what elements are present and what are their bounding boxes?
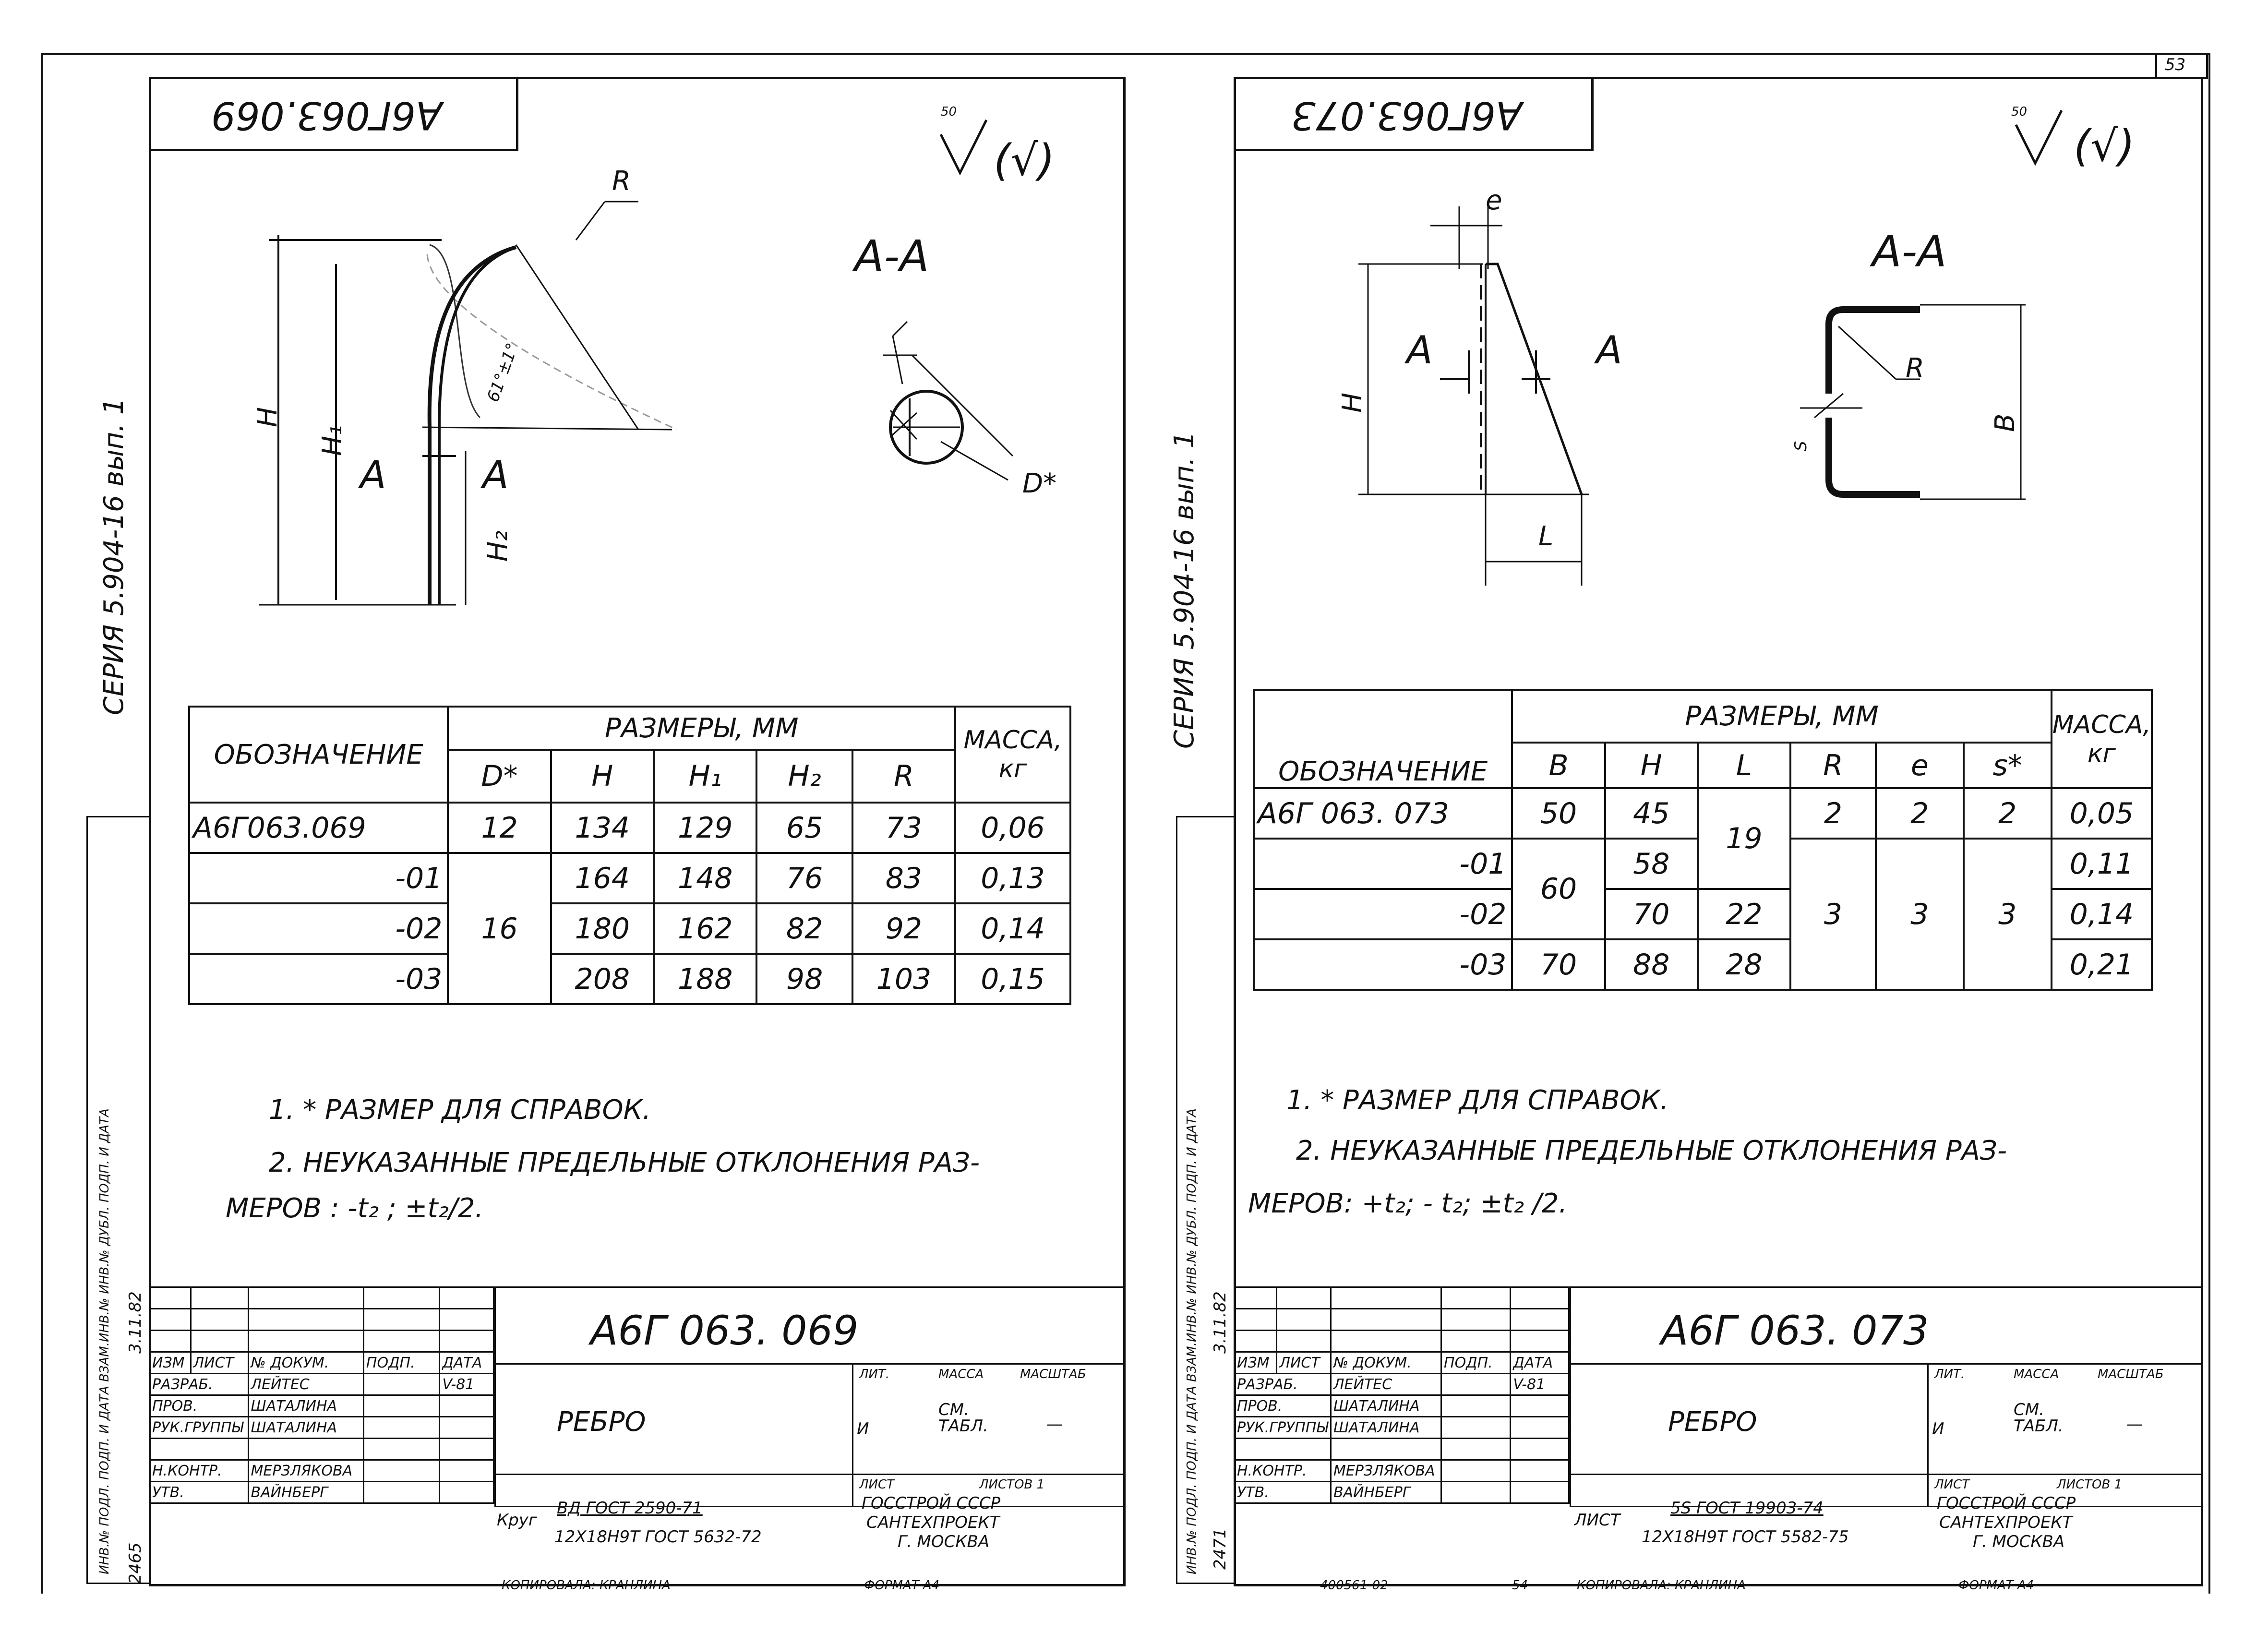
left-row1-designation: -01: [189, 853, 448, 903]
table-row: [1235, 1374, 1569, 1395]
left-section-label: А-А: [854, 231, 929, 282]
right-row0-e: 2: [1876, 788, 1964, 839]
right-roughness-value: 50: [2011, 105, 2028, 119]
left-row1-r: 83: [852, 853, 955, 903]
table-row: [189, 903, 1070, 954]
left-section-mark-a2: А: [482, 453, 509, 497]
left-title-divider-3: [852, 1363, 853, 1507]
right-row1-e: 3: [1876, 839, 1964, 990]
left-spec-table: [188, 706, 1071, 1005]
right-dim-l: L: [1538, 521, 1554, 552]
left-row0-d: 12: [448, 803, 551, 853]
right-scale-value: —: [2126, 1415, 2143, 1434]
left-mass-value: СМ. ТАБЛ.: [938, 1400, 988, 1436]
right-row0-r: 2: [1790, 788, 1876, 839]
right-utv-role: УТВ.: [1235, 1482, 1331, 1503]
left-dim-h: H: [252, 407, 283, 427]
right-org-3: Г. МОСКВА: [1973, 1532, 2065, 1551]
right-title-divider-1: [1570, 1363, 2203, 1365]
right-material-prefix: ЛИСТ: [1574, 1511, 1620, 1530]
right-signatures-table: [1234, 1286, 1570, 1504]
right-ruk-name: ШАТАЛИНА: [1331, 1417, 1441, 1439]
left-dim-h1: H₁: [317, 425, 348, 456]
left-row3-h1: 188: [654, 954, 756, 1004]
left-org-2: САНТЕХПРОЕКТ: [866, 1513, 1000, 1532]
table-row: [189, 853, 1070, 903]
left-dim-d: D*: [1022, 468, 1057, 499]
right-nkontr-name: МЕРЗЛЯКОВА: [1331, 1460, 1441, 1482]
left-inv-number: 2465: [126, 1542, 145, 1584]
right-inv-number: 2471: [1211, 1528, 1230, 1570]
table-row: [150, 1439, 494, 1460]
left-col-designation: ОБОЗНАЧЕНИЕ: [189, 707, 448, 803]
left-lit-label: ЛИТ.: [859, 1367, 890, 1381]
right-sheets-label: ЛИСТОВ 1: [2057, 1477, 2123, 1492]
left-row3-r: 103: [852, 954, 955, 1004]
right-dim-b: B: [1990, 413, 2021, 432]
left-row2-r: 92: [852, 903, 955, 954]
right-title-divider-2: [1570, 1474, 2203, 1475]
left-row0-designation: А6Г063.069: [189, 803, 448, 853]
left-col-group: РАЗМЕРЫ, ММ: [448, 707, 955, 750]
left-note-1: 1. * РАЗМЕР ДЛЯ СПРАВОК.: [269, 1094, 651, 1126]
table-row: [1235, 1309, 1569, 1331]
right-dim-s: S: [1791, 441, 1811, 451]
left-row0-mass: 0,06: [955, 803, 1070, 853]
right-col-r: R: [1790, 743, 1876, 788]
left-scale-value: —: [1046, 1415, 1063, 1434]
table-row: [150, 1395, 494, 1417]
right-material-bottom: 12Х18Н9Т ГОСТ 5582-75: [1642, 1527, 1849, 1547]
right-col-designation: ОБОЗНАЧЕНИЕ: [1254, 690, 1512, 788]
left-col-mass-unit: кг: [998, 755, 1027, 783]
left-row0-r: 73: [852, 803, 955, 853]
table-row: [150, 1417, 494, 1439]
page-number: 53: [2165, 55, 2186, 74]
left-prov-role: ПРОВ.: [150, 1395, 249, 1417]
table-row: [1235, 1331, 1569, 1352]
right-row0-s: 2: [1964, 788, 2052, 839]
table-row: [150, 1482, 494, 1503]
left-razrab-date: V-81: [440, 1374, 494, 1395]
right-row1-r: 3: [1790, 839, 1876, 990]
right-row1-b: 60: [1512, 839, 1605, 939]
right-row0-h: 45: [1605, 788, 1698, 839]
left-row3-h: 208: [551, 954, 654, 1004]
table-row: [1235, 1417, 1569, 1439]
right-copied: КОПИРОВАЛА: КРАНЛИНА: [1577, 1578, 1746, 1593]
table-row: [150, 1374, 494, 1395]
right-note-2b: МЕРОВ: +t₂; - t₂; ±t₂ /2.: [1248, 1188, 1568, 1219]
table-row: [150, 1352, 494, 1374]
right-dim-h: H: [1337, 392, 1368, 413]
right-row2-l: 22: [1698, 889, 1790, 939]
left-utv-role: УТВ.: [150, 1482, 249, 1503]
table-row: [189, 803, 1070, 853]
left-series-label: СЕРИЯ 5.904-16 вып. 1: [98, 397, 130, 715]
right-roughness-mark: (√): [2074, 121, 2135, 171]
left-nkontr-name: МЕРЗЛЯКОВА: [248, 1460, 363, 1482]
table-row: [150, 1331, 494, 1352]
left-row3-mass: 0,15: [955, 954, 1070, 1004]
right-part-name: РЕБРО: [1668, 1406, 1757, 1438]
left-razrab-name: ЛЕЙТЕС: [248, 1374, 363, 1395]
right-doc-code: А6Г 063. 073: [1661, 1307, 1929, 1354]
right-row1-s: 3: [1964, 839, 2052, 990]
left-row0-h: 134: [551, 803, 654, 853]
right-code-stamp: А6Г063.073: [1291, 93, 1523, 138]
left-row0-h1: 129: [654, 803, 756, 853]
right-org-2: САНТЕХПРОЕКТ: [1939, 1513, 2073, 1532]
left-row2-h2: 82: [756, 903, 852, 954]
left-hdr-date: ДАТА: [440, 1352, 494, 1374]
right-note-2a: 2. НЕУКАЗАННЫЕ ПРЕДЕЛЬНЫЕ ОТКЛОНЕНИЯ РАЗ-: [1296, 1135, 2007, 1166]
left-note-2b: МЕРОВ : -t₂ ; ±t₂/2.: [226, 1193, 484, 1224]
left-material-top: ВД ГОСТ 2590-71: [557, 1499, 703, 1518]
right-hdr-doc: № ДОКУМ.: [1331, 1352, 1441, 1374]
right-col-mass: [2052, 690, 2152, 788]
left-title-divider-2: [494, 1474, 1126, 1475]
left-org-1: ГОССТРОЙ СССР: [862, 1494, 1001, 1513]
right-prov-name: ШАТАЛИНА: [1331, 1395, 1441, 1417]
left-sheet-label: ЛИСТ: [859, 1477, 895, 1492]
table-row: [1235, 1287, 1569, 1309]
left-col-mass-label: МАССА,: [963, 726, 1062, 755]
left-row1-mass: 0,13: [955, 853, 1070, 903]
right-row3-l: 28: [1698, 939, 1790, 990]
left-razrab-role: РАЗРАБ.: [150, 1374, 249, 1395]
right-utv-name: ВАЙНБЕРГ: [1331, 1482, 1441, 1503]
right-section-label: А-А: [1872, 227, 1947, 277]
left-row1-d: 16: [448, 853, 551, 1004]
right-row1-h: 58: [1605, 839, 1698, 889]
right-col-e: e: [1876, 743, 1964, 788]
left-sheets-label: ЛИСТОВ 1: [979, 1477, 1045, 1492]
left-ruk-role: РУК.ГРУППЫ: [150, 1417, 249, 1439]
left-nkontr-role: Н.КОНТР.: [150, 1460, 249, 1482]
left-lit-value: И: [857, 1419, 869, 1439]
left-org-3: Г. МОСКВА: [898, 1532, 990, 1551]
right-row1-mass: 0,11: [2052, 839, 2152, 889]
left-material-prefix: Круг: [497, 1511, 537, 1530]
right-row1-designation: -01: [1254, 839, 1512, 889]
table-row: [150, 1287, 494, 1309]
left-hdr-izm: ИЗМ: [150, 1352, 191, 1374]
right-side-date: 3.11.82: [1211, 1291, 1230, 1354]
left-row1-h1: 148: [654, 853, 756, 903]
right-hdr-sign: ПОДП.: [1441, 1352, 1511, 1374]
right-row2-mass: 0,14: [2052, 889, 2152, 939]
left-dim-angle: 61°±1°: [483, 340, 523, 405]
right-row2-designation: -02: [1254, 889, 1512, 939]
left-hdr-sign: ПОДП.: [363, 1352, 440, 1374]
right-row0-l: 19: [1698, 788, 1790, 889]
left-side-stamp-text: ИНВ.№ ПОДЛ. ПОДП. И ДАТА ВЗАМ.ИНВ.№ ИНВ.№ ДУБЛ. ПОДП. И ДАТА: [97, 1108, 112, 1574]
left-signatures-table: [149, 1286, 494, 1504]
right-row3-mass: 0,21: [2052, 939, 2152, 990]
right-col-l: L: [1698, 743, 1790, 788]
left-row1-h: 164: [551, 853, 654, 903]
table-row: [150, 1309, 494, 1331]
right-title-divider-3: [1927, 1363, 1929, 1507]
right-ruk-role: РУК.ГРУППЫ: [1235, 1417, 1331, 1439]
right-row3-designation: -03: [1254, 939, 1512, 990]
right-series-label: СЕРИЯ 5.904-16 вып. 1: [1169, 431, 1200, 749]
left-col-d: D*: [448, 750, 551, 803]
left-hdr-doc: № ДОКУМ.: [248, 1352, 363, 1374]
right-row0-b: 50: [1512, 788, 1605, 839]
right-sheet-ref: 400561-02: [1320, 1578, 1388, 1593]
right-dim-e: e: [1486, 185, 1502, 216]
right-mass-value: СМ. ТАБЛ.: [2014, 1400, 2064, 1436]
right-dim-r: R: [1906, 353, 1924, 384]
right-col-mass-unit: кг: [2088, 739, 2116, 768]
right-material-top: 5S ГОСТ 19903-74: [1670, 1499, 1824, 1518]
right-sheet-label: ЛИСТ: [1934, 1477, 1970, 1492]
right-hdr-izm: ИЗМ: [1235, 1352, 1277, 1374]
right-col-h: H: [1605, 743, 1698, 788]
left-roughness-value: 50: [941, 105, 957, 119]
left-col-h1: H₁: [654, 750, 756, 803]
left-side-stamp: [86, 816, 151, 1584]
right-prov-role: ПРОВ.: [1235, 1395, 1331, 1417]
table-row: [1235, 1395, 1569, 1417]
right-part-drawing: [1358, 206, 1694, 638]
left-row3-designation: -03: [189, 954, 448, 1004]
left-ruk-name: ШАТАЛИНА: [248, 1417, 363, 1439]
table-row: [1235, 1439, 1569, 1460]
left-material-bottom: 12Х18Н9Т ГОСТ 5632-72: [554, 1527, 762, 1547]
left-code-stamp: А6Г063.069: [211, 93, 443, 138]
left-row1-h2: 76: [756, 853, 852, 903]
table-row: [1235, 1482, 1569, 1503]
left-col-mass: [955, 707, 1070, 803]
left-roughness-check-icon: [941, 120, 989, 178]
left-title-divider-1: [494, 1363, 1126, 1365]
left-copied: КОПИРОВАЛА: КРАНЛИНА: [502, 1578, 671, 1593]
right-hdr-date: ДАТА: [1511, 1352, 1569, 1374]
right-col-mass-label: МАССА,: [2052, 710, 2151, 739]
right-col-group: РАЗМЕРЫ, ММ: [1512, 690, 2051, 743]
right-spec-table: [1253, 689, 2153, 991]
right-nkontr-role: Н.КОНТР.: [1235, 1460, 1331, 1482]
right-row2-h: 70: [1605, 889, 1698, 939]
right-mass-label: МАССА: [2014, 1367, 2059, 1381]
right-razrab-name: ЛЕЙТЕС: [1331, 1374, 1441, 1395]
left-row0-h2: 65: [756, 803, 852, 853]
left-col-h2: H₂: [756, 750, 852, 803]
left-col-h: H: [551, 750, 654, 803]
left-prov-name: ШАТАЛИНА: [248, 1395, 363, 1417]
right-row3-h: 88: [1605, 939, 1698, 990]
left-part-drawing: [250, 158, 730, 590]
table-row: [150, 1460, 494, 1482]
right-col-b: B: [1512, 743, 1605, 788]
right-channel-section-icon: [1776, 298, 2016, 518]
right-org-1: ГОССТРОЙ СССР: [1937, 1494, 2076, 1513]
left-note-2a: 2. НЕУКАЗАННЫЕ ПРЕДЕЛЬНЫЕ ОТКЛОНЕНИЯ РАЗ-: [269, 1147, 980, 1178]
left-scale-label: МАСШТАБ: [1020, 1367, 1086, 1381]
right-side-stamp-text: ИНВ.№ ПОДЛ. ПОДП. И ДАТА ВЗАМ.ИНВ.№ ИНВ.№ ДУБЛ. ПОДП. И ДАТА: [1185, 1108, 1199, 1574]
left-side-date: 3.11.82: [126, 1291, 145, 1354]
left-dim-r: R: [612, 166, 631, 197]
left-utv-name: ВАЙНБЕРГ: [248, 1482, 363, 1503]
left-row2-designation: -02: [189, 903, 448, 954]
right-col-s: s*: [1964, 743, 2052, 788]
left-row2-h: 180: [551, 903, 654, 954]
right-hdr-list: ЛИСТ: [1277, 1352, 1331, 1374]
left-row3-h2: 98: [756, 954, 852, 1004]
left-col-r: R: [852, 750, 955, 803]
table-row: [1235, 1460, 1569, 1482]
left-row2-mass: 0,14: [955, 903, 1070, 954]
table-row: [1254, 788, 2152, 839]
right-lit-label: ЛИТ.: [1934, 1367, 1965, 1381]
table-row: [1235, 1352, 1569, 1374]
left-roughness-mark: (√): [994, 135, 1055, 186]
left-section-mark-a1: А: [360, 453, 386, 497]
right-row3-b: 70: [1512, 939, 1605, 990]
right-lit-value: И: [1932, 1419, 1944, 1439]
right-razrab-role: РАЗРАБ.: [1235, 1374, 1331, 1395]
left-mass-label: МАССА: [938, 1367, 984, 1381]
right-roughness-check-icon: [2016, 110, 2064, 168]
table-row: [189, 954, 1070, 1004]
left-round-section-icon: [883, 384, 970, 470]
right-row0-mass: 0,05: [2052, 788, 2152, 839]
right-section-mark-a2: А: [1596, 328, 1622, 372]
left-dim-h2: H₂: [482, 530, 514, 562]
left-part-name: РЕБРО: [557, 1406, 646, 1438]
left-row2-h1: 162: [654, 903, 756, 954]
right-note-1: 1. * РАЗМЕР ДЛЯ СПРАВОК.: [1286, 1085, 1669, 1116]
left-doc-code: А6Г 063. 069: [590, 1307, 859, 1354]
right-scale-label: МАСШТАБ: [2098, 1367, 2164, 1381]
left-format: ФОРМАТ А4: [864, 1578, 940, 1593]
right-sheet-num: 54: [1512, 1578, 1528, 1593]
right-row0-designation: А6Г 063. 073: [1254, 788, 1512, 839]
right-section-mark-a1: А: [1406, 328, 1433, 372]
right-format: ФОРМАТ А4: [1958, 1578, 2034, 1593]
left-hdr-list: ЛИСТ: [191, 1352, 248, 1374]
right-razrab-date: V-81: [1511, 1374, 1569, 1395]
